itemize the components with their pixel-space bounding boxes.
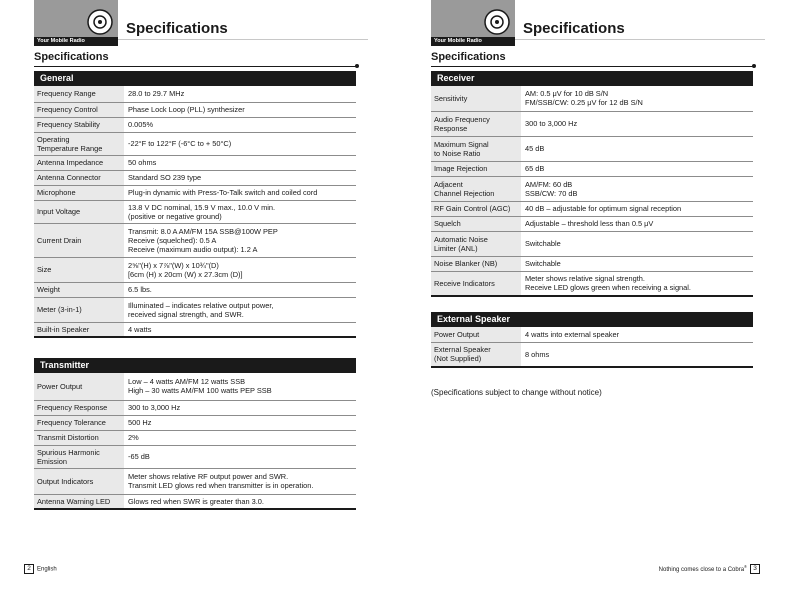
disclaimer-note: (Specifications subject to change without notice)	[431, 388, 602, 397]
spec-value: Transmit: 8.0 A AM/FM 15A SSB@100W PEP Receive (squelched): 0.5 A Receive (maximum audio output): 1.2 A	[125, 223, 357, 257]
brand-block	[431, 0, 515, 46]
spec-label: Maximum Signal to Noise Ratio	[431, 136, 522, 161]
footer-right: Nothing comes close to a Cobra® 3	[659, 564, 763, 574]
spec-label: Adjacent Channel Rejection	[431, 176, 522, 201]
spec-label: Meter (3-in-1)	[34, 297, 125, 322]
cobra-disc-icon	[484, 9, 510, 35]
spec-row	[431, 327, 753, 342]
subtitle-rule	[34, 66, 356, 67]
section-header-receiver: Receiver	[431, 71, 753, 86]
brand-tagline: Your Mobile Radio	[431, 37, 515, 46]
subtitle-rule	[431, 66, 753, 67]
spec-row	[34, 468, 356, 494]
spec-row	[34, 117, 356, 132]
spec-value: AM: 0.5 μV for 10 dB S/N FM/SSB/CW: 0.25 μV for 12 dB S/N	[522, 86, 754, 111]
spec-label: Input Voltage	[34, 200, 125, 223]
spec-row	[34, 400, 356, 415]
spec-value: 50 ohms	[125, 155, 357, 170]
spec-row	[431, 176, 753, 201]
spec-label: Antenna Impedance	[34, 155, 125, 170]
spec-row	[34, 297, 356, 322]
spec-label: Weight	[34, 282, 125, 297]
spec-label: Automatic Noise Limiter (ANL)	[431, 231, 522, 256]
section-header-external-speaker: External Speaker	[431, 312, 753, 327]
general-spec-table	[34, 86, 356, 338]
spec-value: Low – 4 watts AM/FM 12 watts SSB High – 30 watts AM/FM 100 watts PEP SSB	[125, 373, 357, 400]
page-title: Specifications	[126, 20, 228, 37]
footer-language: English	[37, 566, 57, 573]
spec-label: Audio Frequency Response	[431, 111, 522, 136]
spec-value: Phase Lock Loop (PLL) synthesizer	[125, 102, 357, 117]
brand-block	[34, 0, 118, 46]
spec-row	[34, 170, 356, 185]
spec-value: 4 watts into external speaker	[522, 327, 754, 342]
spec-label: Frequency Control	[34, 102, 125, 117]
spec-value: Adjustable – threshold less than 0.5 μV	[522, 216, 754, 231]
spec-row	[431, 86, 753, 111]
spec-value: Meter shows relative signal strength. Receive LED glows green when receiving a signal.	[522, 271, 754, 296]
spec-value: 300 to 3,000 Hz	[522, 111, 754, 136]
spec-row	[34, 415, 356, 430]
spec-label: Frequency Range	[34, 86, 125, 102]
spec-value: 65 dB	[522, 161, 754, 176]
spec-label: Spurious Harmonic Emission	[34, 445, 125, 468]
spec-label: Built-in Speaker	[34, 322, 125, 337]
spec-value: AM/FM: 60 dB SSB/CW: 70 dB	[522, 176, 754, 201]
spec-value: 40 dB – adjustable for optimum signal reception	[522, 201, 754, 216]
receiver-spec-table	[431, 86, 753, 297]
page-title: Specifications	[523, 20, 625, 37]
section-subtitle: Specifications	[34, 51, 109, 63]
spec-row	[431, 231, 753, 256]
spec-label: Frequency Stability	[34, 117, 125, 132]
spec-label: Image Rejection	[431, 161, 522, 176]
spec-row	[431, 111, 753, 136]
spec-value: 13.8 V DC nominal, 15.9 V max., 10.0 V min. (positive or negative ground)	[125, 200, 357, 223]
spec-label: Current Drain	[34, 223, 125, 257]
spec-row	[431, 136, 753, 161]
spec-row	[431, 161, 753, 176]
spec-value: Switchable	[522, 256, 754, 271]
spec-label: Transmit Distortion	[34, 430, 125, 445]
spec-label: Receive Indicators	[431, 271, 522, 296]
footer-left	[21, 564, 57, 574]
spec-row	[431, 256, 753, 271]
spec-value: Glows red when SWR is greater than 3.0.	[125, 494, 357, 509]
spec-label: Squelch	[431, 216, 522, 231]
spec-value: 8 ohms	[522, 342, 754, 367]
banner-divider	[118, 39, 368, 40]
section-header-transmitter: Transmitter	[34, 358, 356, 373]
transmitter-spec-table	[34, 373, 356, 510]
spec-row	[34, 86, 356, 102]
spec-row	[34, 430, 356, 445]
spec-row	[431, 342, 753, 367]
spec-label: RF Gain Control (AGC)	[431, 201, 522, 216]
spec-value: 2%	[125, 430, 357, 445]
page-number: 2	[24, 564, 34, 574]
section-subtitle: Specifications	[431, 51, 506, 63]
spec-value: 2⅝"(H) x 7⅞"(W) x 10¾"(D) [6cm (H) x 20cm (W) x 27.3cm (D)]	[125, 257, 357, 282]
spec-value: 28.0 to 29.7 MHz	[125, 86, 357, 102]
spec-value: -22°F to 122°F (-6°C to + 50°C)	[125, 132, 357, 155]
section-header-general: General	[34, 71, 356, 86]
spec-label: Power Output	[431, 327, 522, 342]
spec-row	[34, 223, 356, 257]
spec-row	[34, 282, 356, 297]
brand-tagline: Your Mobile Radio	[34, 37, 118, 46]
spec-value: 500 Hz	[125, 415, 357, 430]
spec-label: Frequency Response	[34, 400, 125, 415]
spec-label: Output Indicators	[34, 468, 125, 494]
spec-row	[34, 200, 356, 223]
left-page	[27, 0, 364, 595]
spec-value: Meter shows relative RF output power and SWR. Transmit LED glows red when transmitter is in operation.	[125, 468, 357, 494]
spec-value: 0.005%	[125, 117, 357, 132]
spec-value: 45 dB	[522, 136, 754, 161]
spec-row	[431, 271, 753, 296]
spec-value: Switchable	[522, 231, 754, 256]
spec-row	[34, 185, 356, 200]
spec-value: Illuminated – indicates relative output power, received signal strength, and SWR.	[125, 297, 357, 322]
spec-label: External Speaker (Not Supplied)	[431, 342, 522, 367]
spec-value: Plug-in dynamic with Press-To-Talk switch and coiled cord	[125, 185, 357, 200]
spec-value: Standard SO 239 type	[125, 170, 357, 185]
rule-end-dot	[752, 64, 756, 68]
spec-label: Operating Temperature Range	[34, 132, 125, 155]
spec-label: Power Output	[34, 373, 125, 400]
spec-row	[34, 257, 356, 282]
page-number: 3	[750, 564, 760, 574]
banner-divider	[515, 39, 765, 40]
spec-value: -65 dB	[125, 445, 357, 468]
spec-label: Frequency Tolerance	[34, 415, 125, 430]
spec-label: Size	[34, 257, 125, 282]
spec-row	[34, 445, 356, 468]
spec-row	[34, 155, 356, 170]
spec-row	[34, 102, 356, 117]
spec-row	[431, 201, 753, 216]
external-speaker-spec-table	[431, 327, 753, 368]
spec-row	[34, 322, 356, 337]
spec-label: Noise Blanker (NB)	[431, 256, 522, 271]
spec-row	[34, 373, 356, 400]
cobra-disc-icon	[87, 9, 113, 35]
right-page	[431, 0, 761, 595]
spec-value: 300 to 3,000 Hz	[125, 400, 357, 415]
spec-row	[34, 494, 356, 509]
footer-slogan: Nothing comes close to a Cobra	[658, 567, 745, 573]
spec-row	[34, 132, 356, 155]
spec-row	[431, 216, 753, 231]
spec-label: Sensitivity	[431, 86, 522, 111]
spec-label: Antenna Connector	[34, 170, 125, 185]
spec-label: Antenna Warning LED	[34, 494, 125, 509]
spec-label: Microphone	[34, 185, 125, 200]
spec-value: 4 watts	[125, 322, 357, 337]
rule-end-dot	[355, 64, 359, 68]
spec-value: 6.5 lbs.	[125, 282, 357, 297]
